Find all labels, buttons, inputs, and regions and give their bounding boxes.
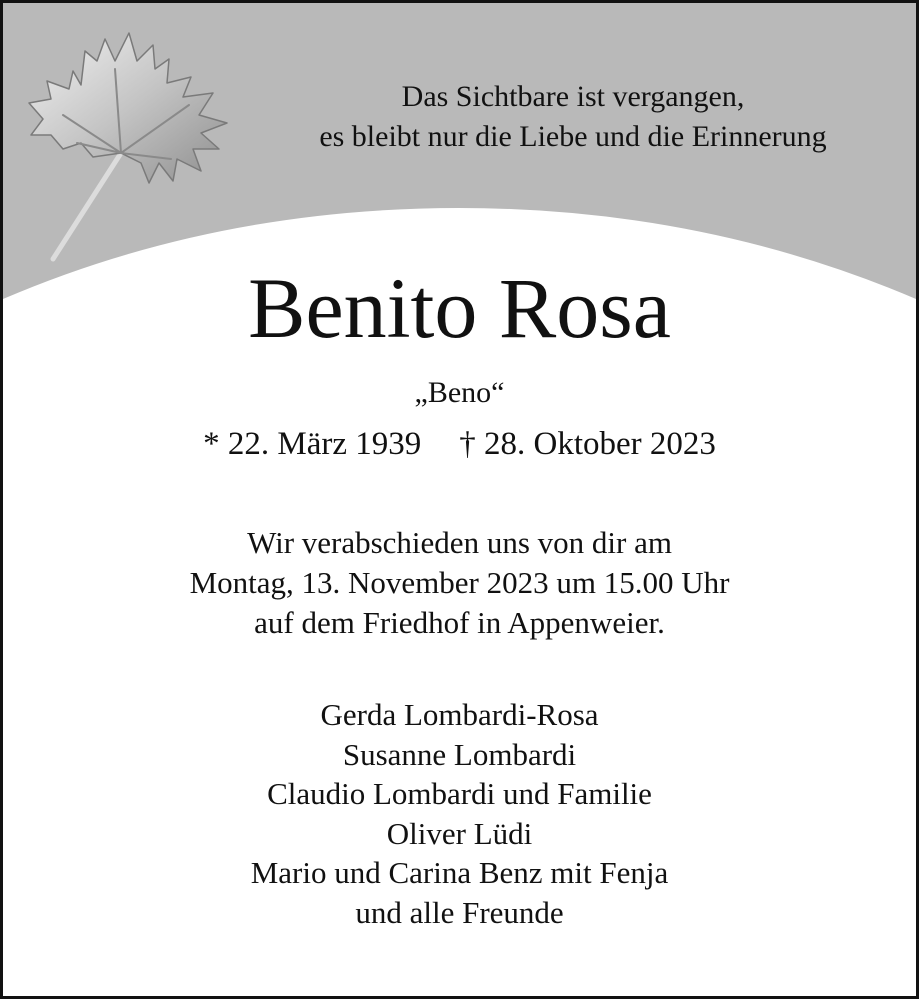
funeral-details: [3, 523, 916, 643]
motto-line: Das Sichtbare ist vergangen,: [401, 80, 745, 113]
deceased-name: Benito Rosa: [248, 260, 671, 356]
mourner-name: und alle Freunde: [355, 894, 564, 930]
death-date: † 28. Oktober 2023: [459, 426, 716, 462]
motto-line: es bleibt nur die Liebe und die Erinnerung: [319, 120, 827, 153]
mourner-name: Mario und Carina Benz mit Fenja: [250, 855, 669, 891]
birth-date: * 22. März 1939: [203, 426, 422, 462]
funeral-detail-line: Wir verabschieden uns von dir am: [247, 525, 672, 560]
mourner-name: Claudio Lombardi und Familie: [267, 776, 652, 812]
funeral-detail-line: Montag, 13. November 2023 um 15.00 Uhr: [189, 565, 730, 600]
motto-quote: [253, 77, 893, 157]
mourner-name: Oliver Lüdi: [386, 815, 533, 851]
mourner-name: Susanne Lombardi: [342, 736, 577, 772]
life-dates: [3, 422, 916, 466]
funeral-detail-line: auf dem Friedhof in Appenweier.: [254, 605, 665, 640]
mourners-list: [3, 695, 916, 933]
deceased-nickname: „Beno“: [414, 376, 505, 409]
maple-leaf-icon: [23, 31, 248, 266]
mourner-name: Gerda Lombardi-Rosa: [320, 697, 599, 732]
